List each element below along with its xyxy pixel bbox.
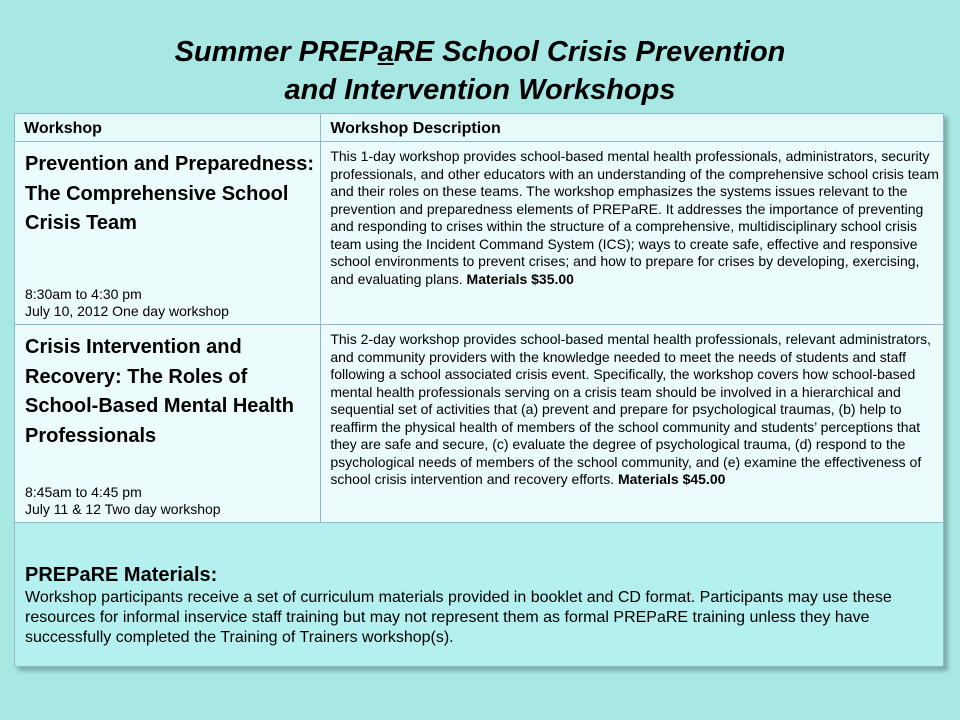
description-cell — [321, 325, 944, 523]
workshop-time: 8:45am to 4:45 pm — [25, 484, 142, 500]
materials-cell — [15, 523, 944, 667]
title-line-2: and Intervention Workshops — [284, 74, 676, 106]
title-line-1: Summer PREPaRE School Crisis Prevention — [174, 36, 786, 68]
materials-price: Materials $45.00 — [617, 471, 726, 487]
workshop-cell — [15, 325, 321, 523]
workshop-schedule — [25, 484, 221, 518]
workshop-cell — [15, 142, 321, 325]
workshop-time: 8:30am to 4:30 pm — [25, 286, 142, 302]
table-row — [15, 142, 944, 325]
description-cell — [321, 142, 944, 325]
materials-row — [15, 523, 944, 667]
workshop-schedule — [25, 286, 229, 320]
header-description: Workshop Description — [321, 114, 944, 142]
workshop-date: July 11 & 12 Two day workshop — [25, 501, 221, 517]
table-header-row — [15, 114, 944, 142]
table-row — [15, 325, 944, 523]
workshop-title: Prevention and Preparedness: The Comprehensive School Crisis Team — [25, 153, 314, 234]
workshop-description: This 1-day workshop provides school-based mental health professionals, administrators, security professionals, and other educators with an understanding of the comprehensive school crisis team and their roles on these teams. The workshop emphasizes the systems issues relevant to the prevention and preparedness elements of PREPaRE. It addresses the importance of preventing and responding to crises within the structure of a comprehensive, multidisciplinary school crisis team using the Incident Command System (ICS); ways to create safe, effective and responsive school environments to prevent crises; and how to prepare for crises by developing, exercising, and evaluating plans. Materials $35.00 — [330, 148, 939, 287]
workshop-description: This 2-day workshop provides school-based mental health professionals, relevant administrators, and community providers with the knowledge needed to meet the needs of students and staff following a school associated crisis event. Specifically, the workshop covers how school-based mental health professionals serving on a crisis team should be involved in a hierarchical and sequential set of activities that (a) prevent and prepare for psychological traumas, (b) help to reaffirm the physical health of members of the school community and students’ perceptions that they are safe and secure, (c) evaluate the degree of psychological trauma, (d) respond to the psychological needs of members of the school community, and (e) examine the effectiveness of school crisis intervention and recovery efforts. Materials $45.00 — [330, 331, 932, 487]
workshop-table-container — [14, 113, 944, 667]
materials-text: Workshop participants receive a set of curriculum materials provided in booklet and CD format. Participants may use these resources for informal inservice staff training but may not represent them as formal PREPaRE training unless they have successfully completed the Training of Trainers workshop(s). — [25, 589, 892, 646]
title-underlined-letter: a — [377, 36, 394, 68]
workshop-title: Crisis Intervention and Recovery: The Roles of School-Based Mental Health Professionals — [25, 336, 294, 447]
page-title — [0, 33, 960, 109]
workshop-table — [14, 113, 944, 667]
materials-title: PREPaRE Materials: — [25, 564, 218, 586]
header-workshop: Workshop — [15, 114, 321, 142]
workshop-date: July 10, 2012 One day workshop — [25, 303, 229, 319]
materials-price: Materials $35.00 — [466, 270, 574, 287]
